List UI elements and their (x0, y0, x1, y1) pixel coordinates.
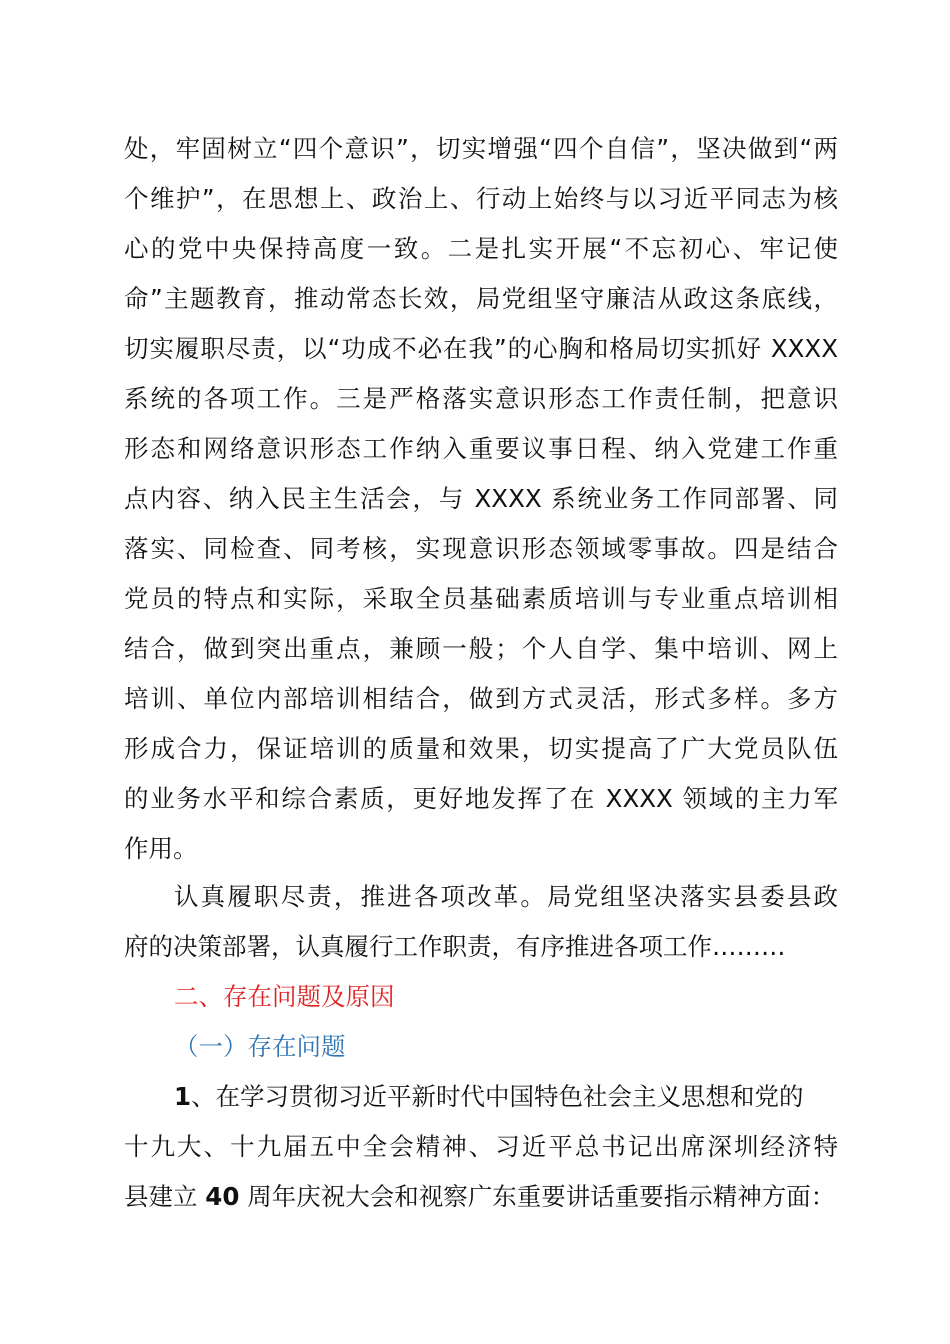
paragraph-line: 认真履职尽责，推进各项改革。局党组坚决落实县委县政 (174, 882, 838, 911)
list-item-line: 十九大、十九届五中全会精神、习近平总书记出席深圳经济特 (124, 1132, 838, 1161)
body-line: 形成合力，保证培训的质量和效果，切实提高了广大党员队伍 (124, 734, 838, 763)
paragraph-line: 府的决策部署，认真履行工作职责，有序推进各项工作……… (124, 932, 786, 961)
body-line: 点内容、纳入民主生活会，与 XXXX 系统业务工作同部署、同 (124, 484, 838, 513)
section-heading: 二、存在问题及原因 (174, 982, 395, 1011)
body-line: 培训、单位内部培训相结合，做到方式灵活，形式多样。多方 (124, 684, 838, 713)
body-line: 处，牢固树立“四个意识”，切实增强“四个自信”，坚决做到“两 (124, 134, 838, 163)
list-item-text: 县建立 (124, 1182, 206, 1211)
body-line: 形态和网络意识形态工作纳入重要议事日程、纳入党建工作重 (124, 434, 838, 463)
body-line: 命”主题教育，推动常态长效，局党组坚守廉洁从政这条底线， (124, 284, 838, 313)
body-line: 作用。 (124, 834, 198, 863)
subsection-heading: （一）存在问题 (174, 1032, 346, 1061)
list-item-text: 、在学习贯彻习近平新时代中国特色社会主义思想和党的 (191, 1082, 804, 1111)
body-line: 的业务水平和综合素质，更好地发挥了在 XXXX 领域的主力军 (124, 784, 838, 813)
body-line: 个维护”，在思想上、政治上、行动上始终与以习近平同志为核 (124, 184, 838, 213)
body-line: 结合，做到突出重点，兼顾一般；个人自学、集中培训、网上 (124, 634, 838, 663)
body-line: 切实履职尽责，以“功成不必在我”的心胸和格局切实抓好 XXXX (124, 334, 838, 363)
body-line: 心的党中央保持高度一致。二是扎实开展“不忘初心、牢记使 (124, 234, 838, 263)
list-item-line (124, 1177, 838, 1217)
body-line: 党员的特点和实际，采取全员基础素质培训与专业重点培训相 (124, 584, 838, 613)
anniversary-number: 40 (205, 1182, 240, 1211)
list-item-line (174, 1077, 838, 1117)
body-line: 系统的各项工作。三是严格落实意识形态工作责任制，把意识 (124, 384, 838, 413)
body-line: 落实、同检查、同考核，实现意识形态领域零事故。四是结合 (124, 534, 838, 563)
list-item-text: 周年庆祝大会和视察广东重要讲话重要指示精神方面： (239, 1182, 836, 1211)
list-item-number: 1 (174, 1082, 192, 1111)
